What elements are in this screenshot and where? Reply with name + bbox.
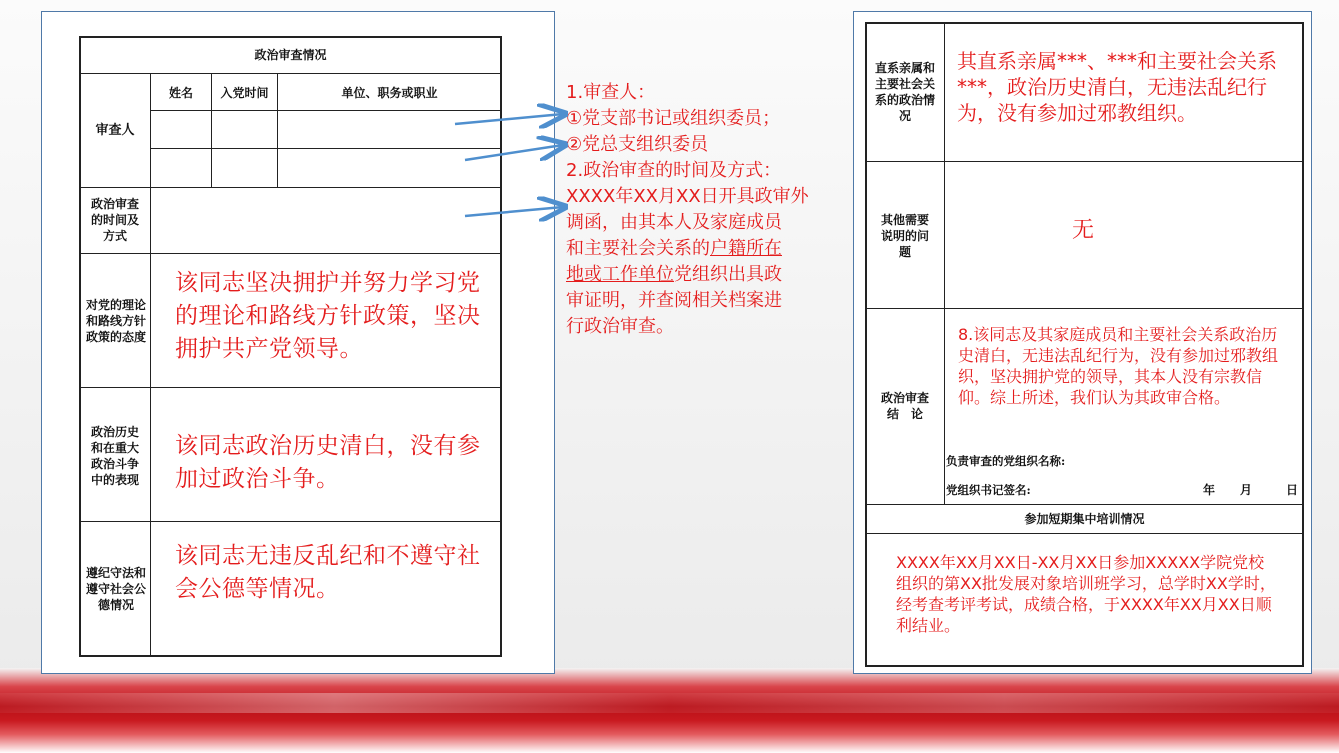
note-line-8b: 党组织出具政 (674, 264, 782, 285)
right-form-panel (853, 11, 1312, 674)
attitude-label: 对党的理论和路线方针政策的态度 (85, 298, 146, 344)
note-number-2: 2. (566, 160, 584, 181)
note-reviewer-option-2: ②党总支组织委员 (566, 134, 709, 155)
history-label: 政治历史和在重大政治斗争中的表现 (90, 425, 139, 487)
other-text: 无 (1072, 218, 1095, 243)
date-day-label: 日 (1285, 483, 1298, 497)
training-title: 参加短期集中培训情况 (1024, 512, 1145, 526)
other-label: 其他需要说明的问题 (880, 213, 929, 259)
date-year-label: 年 (1202, 483, 1215, 497)
secretary-signature-label: 党组织书记签名: (946, 483, 1031, 497)
note-number-1: 1. (566, 82, 584, 103)
note-line-9: 审证明，并查阅相关档案进 (566, 290, 782, 311)
note-line-7a: 和主要社会关系的 (566, 238, 710, 259)
review-time-label: 政治审查的时间及方式 (90, 197, 139, 243)
reviewer-label: 审查人 (95, 123, 135, 138)
discipline-text: 该同志无违反乱纪和不遵守社会公德等情况。 (175, 543, 481, 602)
date-month-label: 月 (1239, 483, 1252, 497)
history-text: 该同志政治历史清白，没有参加过政治斗争。 (175, 433, 481, 492)
note-reviewer-option-1: ①党支部书记或组织委员； (566, 108, 781, 129)
note-line-8a: 地或工作单位 (566, 264, 674, 285)
arrow-review-time (465, 207, 563, 216)
note-line-6: 调函，由其本人及家庭成员 (566, 212, 782, 233)
discipline-label: 遵纪守法和遵守社会公德情况 (85, 566, 146, 612)
form-title: 政治审查情况 (254, 48, 327, 62)
col-unit-header: 单位、职务或职业 (341, 86, 438, 100)
note-line-10: 行政治审查。 (566, 316, 674, 337)
note-line-7b: 户籍所在 (710, 238, 782, 259)
org-name-label: 负责审查的党组织名称: (946, 454, 1066, 468)
col-join-date-header: 入党时间 (220, 86, 269, 100)
arrow-reviewer-1 (455, 114, 563, 124)
conclusion-label-2: 结 论 (886, 407, 923, 421)
note-review-time-heading: 政治审查的时间及方式： (583, 160, 782, 181)
attitude-text: 该同志坚决拥护并努力学习党的理论和路线方针政策，坚决拥护共产党领导。 (175, 270, 481, 362)
conclusion-text: 8.该同志及其家庭成员和主要社会关系政治历史清白，无违法乱纪行为，没有参加过邪教组织，坚决拥护党的领导，其本人没有宗教信仰。综上所述，我们认为其政审合格。 (958, 325, 1279, 407)
col-name-header: 姓名 (168, 86, 193, 100)
training-text: XXXX年XX月XX日-XX月XX日参加XXXXX学院党校组织的第XX批发展对象培训班学习，总学时XX学时，经考查考评考试，成绩合格，于XXXX年XX月XX日顺利结业。 (896, 553, 1276, 635)
relatives-label: 直系亲属和主要社会关系的政治情况 (874, 61, 935, 123)
note-reviewer-heading: 审查人： (583, 82, 656, 103)
arrow-reviewer-2 (465, 145, 563, 160)
conclusion-label-1: 政治审查 (880, 391, 929, 405)
relatives-text: 其直系亲属***、***和主要社会关系***，政治历史清白，无违法乱纪行为，没有参加过邪教组织。 (957, 49, 1277, 125)
note-line-5: XXXX年XX月XX日开具政审外 (566, 186, 809, 207)
